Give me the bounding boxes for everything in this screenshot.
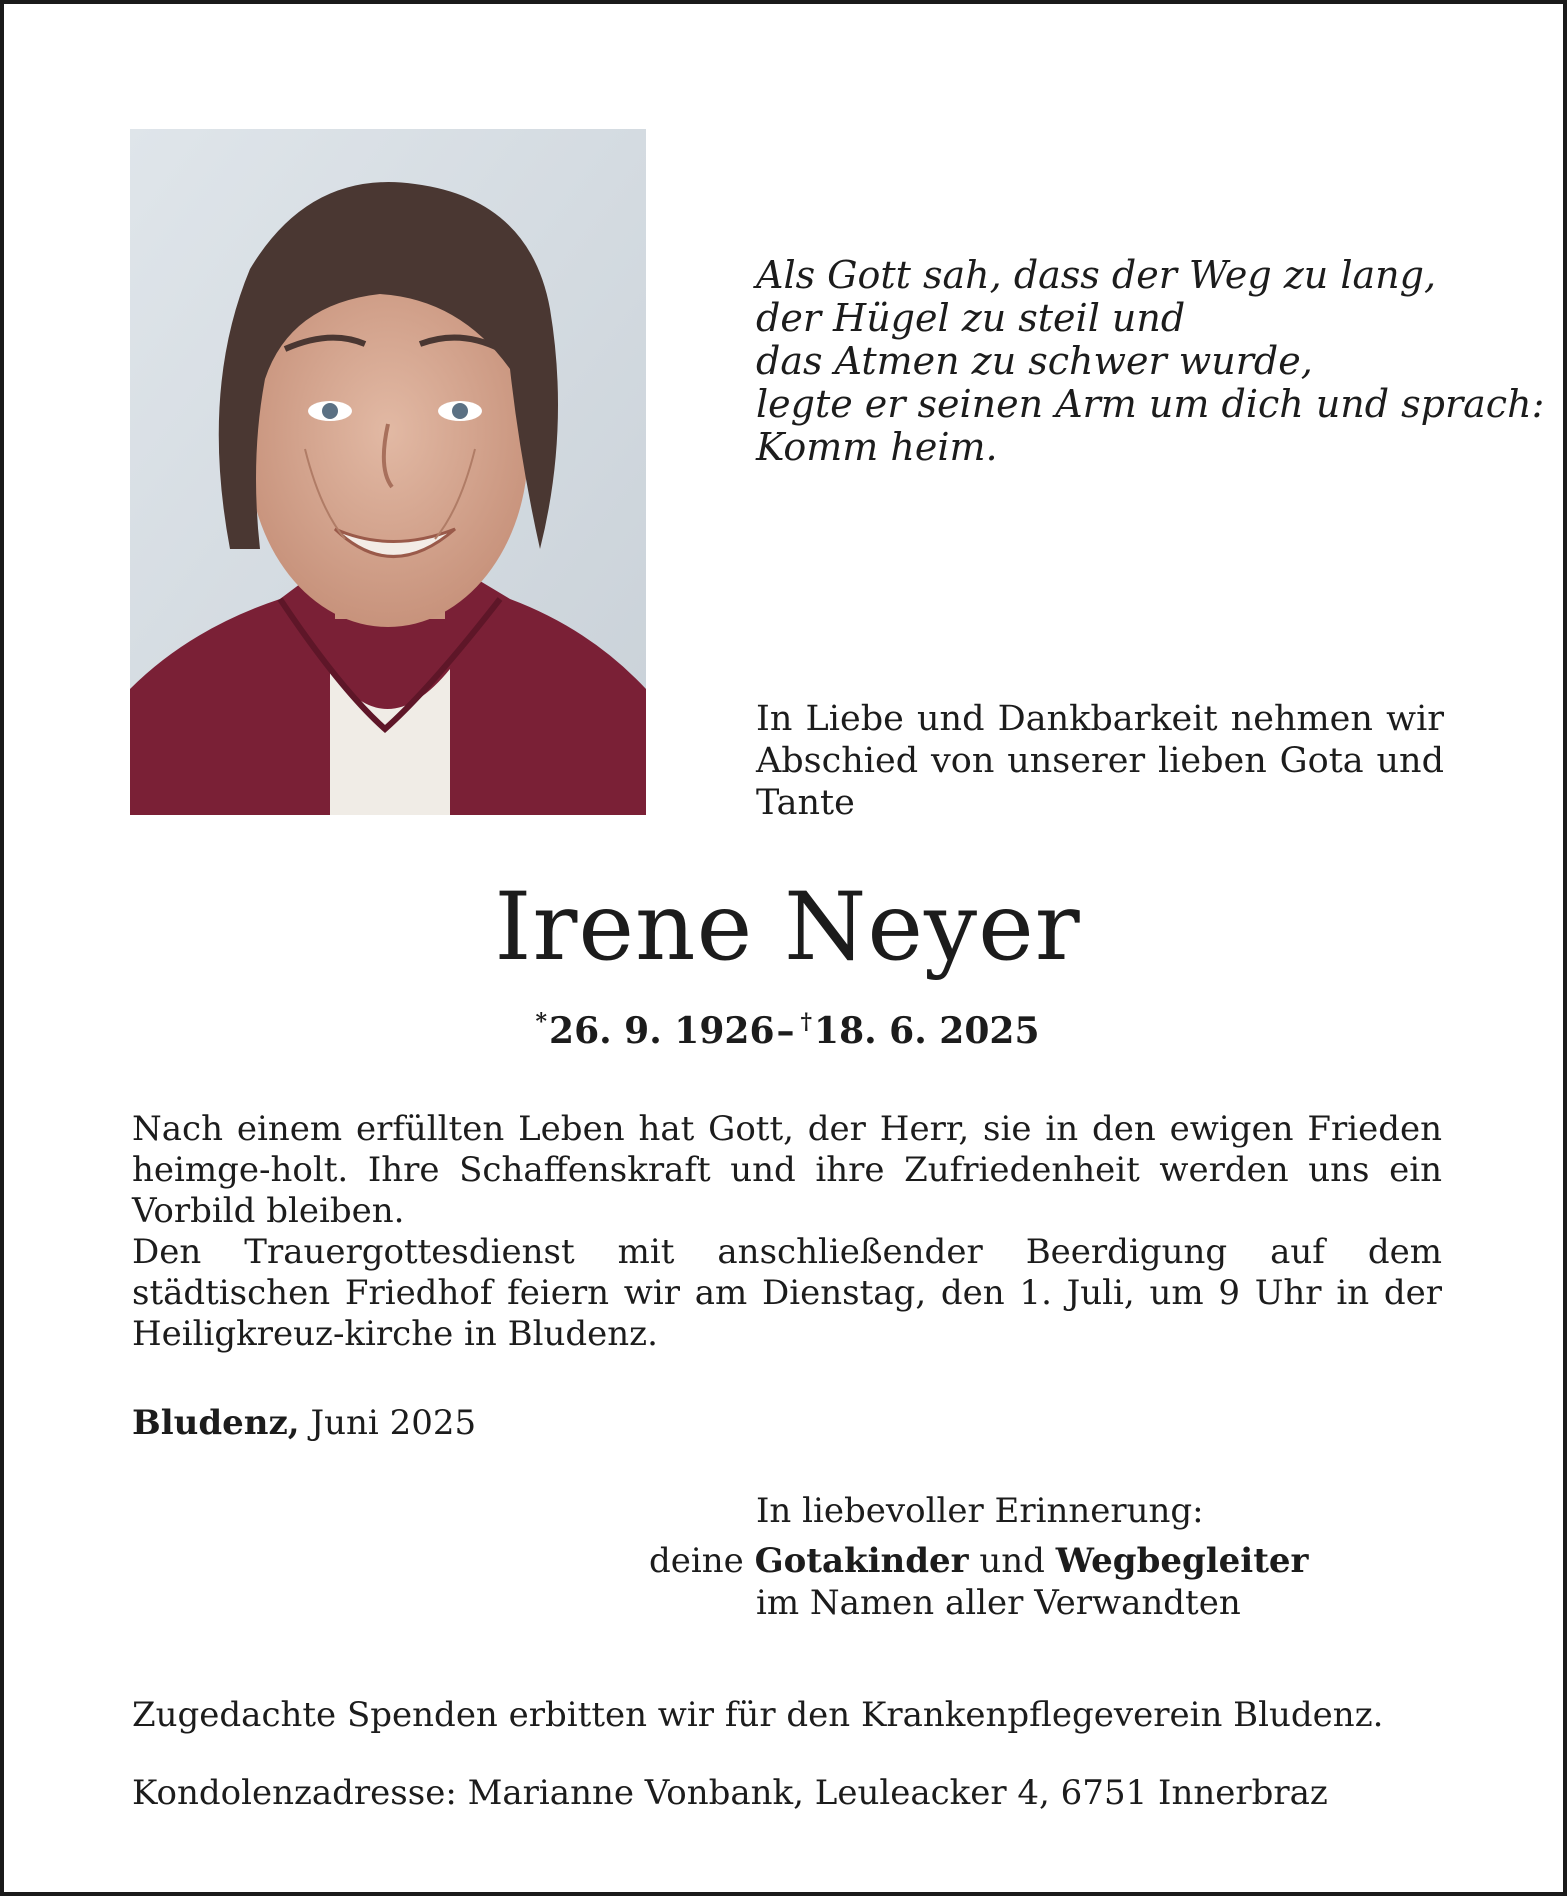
life-dates — [4, 998, 1567, 1055]
poem-line: legte er seinen Arm um dich und sprach: — [756, 382, 1545, 426]
obituary-text — [132, 1109, 1442, 1355]
date-separator: – — [776, 1010, 795, 1052]
farewell-intro: In Liebe und Dankbarkeit nehmen wir Abschied von unserer lieben Gota und Tante — [756, 699, 1444, 823]
poem-line: Als Gott sah, dass der Weg zu lang, — [756, 253, 1437, 297]
donations-note: Zugedachte Spenden erbitten wir für den Krankenpflegeverein Bludenz. — [132, 1695, 1384, 1735]
place-date — [132, 1402, 476, 1444]
portrait-illustration — [130, 129, 646, 815]
service-paragraph: Den Trauergottesdienst mit anschließender Beerdigung auf dem städtischen Friedhof feiern wir am Dienstag, den 1. Juli, um 9 Uhr in der Heiligkreuz-kirche in Bludenz. — [132, 1232, 1442, 1354]
body-paragraph: Nach einem erfüllten Leben hat Gott, der Herr, sie in den ewigen Frieden heimge-holt. Ihre Schaffenskraft und ihre Zufriedenheit werden uns ein Vorbild bleiben. — [132, 1109, 1442, 1231]
poem-line: der Hügel zu steil und — [756, 296, 1186, 340]
mourners — [649, 1540, 1308, 1624]
condolence-address: Kondolenzadresse: Marianne Vonbank, Leuleacker 4, 6751 Innerbraz — [132, 1773, 1328, 1813]
poem — [756, 253, 1545, 469]
birth-date: 26. 9. 1926 — [549, 1010, 775, 1052]
deceased-name: Irene Neyer — [494, 873, 1081, 982]
place-date-text: Juni 2025 — [310, 1403, 477, 1443]
mourners-conjunction: und — [979, 1541, 1045, 1581]
poem-line: das Atmen zu schwer wurde, — [756, 339, 1313, 383]
memory-line: In liebevoller Erinnerung: — [756, 1491, 1204, 1531]
mourners-group-1: Gotakinder — [754, 1541, 969, 1581]
portrait-photo — [130, 129, 646, 815]
death-symbol: † — [800, 1009, 813, 1035]
place-city: Bludenz, — [132, 1403, 300, 1443]
mourners-group-2: Wegbegleiter — [1055, 1541, 1309, 1581]
poem-line: Komm heim. — [756, 425, 998, 469]
mourners-prefix: deine — [649, 1541, 744, 1581]
death-date: 18. 6. 2025 — [814, 1010, 1040, 1052]
mourners-relatives: im Namen aller Verwandten — [756, 1583, 1241, 1623]
birth-symbol: * — [535, 1009, 548, 1035]
